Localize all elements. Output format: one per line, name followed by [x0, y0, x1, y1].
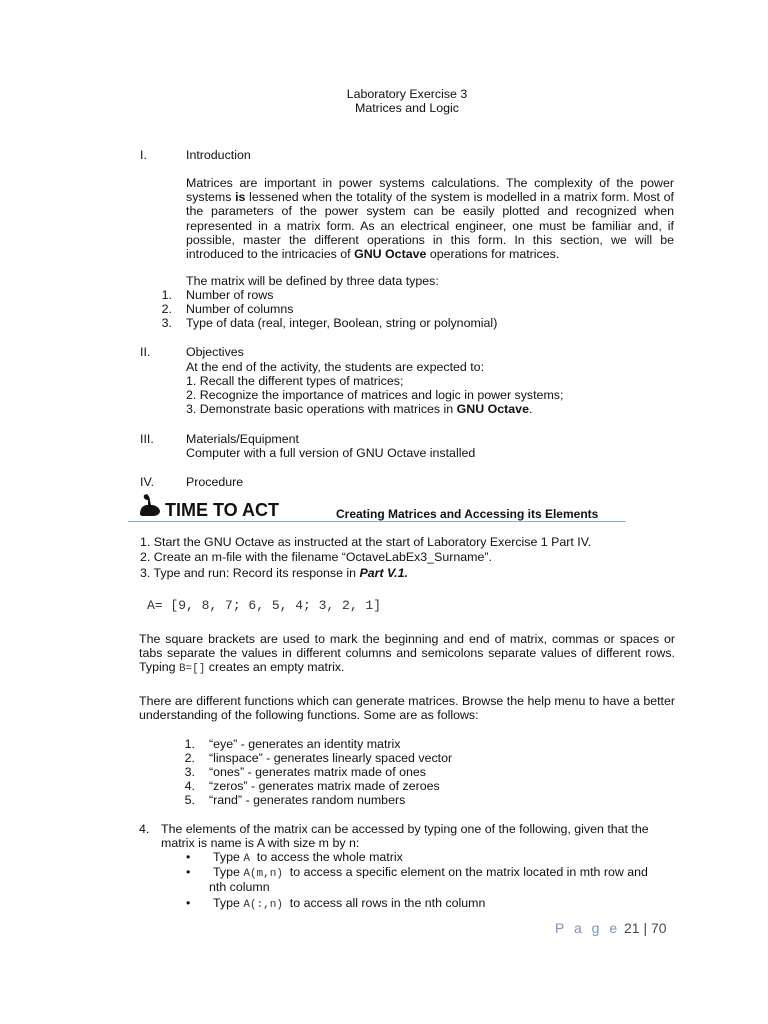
list-number: 1.	[184, 737, 195, 751]
step-item: 2. Create an m-file with the filename “OctaveLabEx3_Surname”.	[140, 550, 492, 564]
bullet-text: to access the whole matrix	[249, 850, 403, 864]
list-number: 4.	[184, 779, 195, 793]
bullet-text: Type	[213, 865, 244, 879]
brackets-paragraph	[139, 632, 675, 677]
objective-period: .	[528, 402, 533, 416]
bullet-continuation: nth column	[209, 880, 270, 894]
bullet-item	[213, 850, 403, 866]
act-subtitle: Creating Matrices and Accessing its Elements	[336, 507, 599, 521]
section-heading: Objectives	[186, 345, 244, 359]
list-text: Number of columns	[186, 302, 294, 316]
function-name: “linspace”	[209, 751, 263, 765]
para-text: The square brackets are used to mark the beginning and end of matrix, commas or spaces or tabs separate the values in different columns and semicolons separate values of different rows. Typing	[139, 632, 675, 675]
bullet-icon: •	[186, 896, 191, 910]
bullet-icon: •	[186, 850, 191, 864]
types-intro: The matrix will be defined by three data types:	[186, 274, 439, 288]
page-title: Laboratory Exercise 3	[346, 87, 468, 101]
step-bold-part: Part V.1.	[359, 566, 408, 580]
inline-code: A(m,n)	[243, 868, 283, 880]
section-heading: Procedure	[186, 475, 244, 489]
function-desc: - generates random numbers	[242, 793, 406, 807]
step-item	[140, 566, 408, 580]
page-title-block	[0, 87, 768, 115]
function-name: “zeros”	[209, 779, 248, 793]
bullet-text: Type	[213, 850, 244, 864]
bullet-item	[213, 865, 648, 881]
bullet-icon: •	[186, 865, 191, 879]
functions-paragraph: There are different functions which can generate matrices. Browse the help menu to have a better understanding of the following functions. Some are as follows:	[139, 694, 675, 723]
section-number: IV.	[140, 475, 155, 489]
inline-code: B=[]	[178, 663, 206, 676]
list-text: Number of rows	[186, 288, 274, 302]
page-number: 21 | 70	[624, 920, 667, 936]
objective-text: 3. Demonstrate basic operations with matrices in	[186, 402, 457, 416]
list-number: 3.	[161, 316, 172, 330]
list-number: 2.	[184, 751, 195, 765]
objective-bold: GNU Octave	[456, 402, 529, 416]
intro-bold-gnu: GNU Octave	[354, 247, 427, 262]
list-number: 4.	[139, 822, 150, 836]
list-number: 2.	[161, 302, 172, 316]
intro-text-c: operations for matrices.	[426, 247, 560, 262]
section-number: III.	[140, 432, 154, 446]
page-label: P a g e	[555, 920, 621, 936]
inline-code: A	[243, 853, 250, 865]
intro-text-b: lessened when the totality of the system is modelled in a matrix form. Most of the parameters of the power system can be easily plotted and recognized when represented in a matrix form. As an electrical engineer, one must be familiar and, if possible, master the different operations in this form. In this section, we will be introduced to the intricacies of	[186, 190, 674, 262]
objective-item	[186, 402, 532, 416]
objective-item: 1. Recall the different types of matrices;	[186, 374, 404, 388]
intro-text-a: Matrices are important in power systems calculations. The complexity of the power systems	[186, 176, 674, 205]
bullet-text: to access all rows in the nth column	[282, 896, 486, 910]
section-heading: Materials/Equipment	[186, 432, 299, 446]
section-heading: Introduction	[186, 148, 251, 162]
objectives-intro: At the end of the activity, the students are expected to:	[186, 360, 485, 374]
intro-bold: is	[235, 190, 246, 205]
bullet-text: to access a specific element on the matrix located in mth row and	[282, 865, 648, 879]
function-desc: - generates matrix made of zeroes	[247, 779, 440, 793]
objective-item: 2. Recognize the importance of matrices and logic in power systems;	[186, 388, 564, 402]
inline-code: A(:,n)	[243, 899, 283, 911]
page-subtitle: Matrices and Logic	[355, 101, 459, 116]
function-desc: - generates matrix made of ones	[244, 765, 426, 779]
function-name: “rand”	[209, 793, 243, 807]
bullet-text: Type	[213, 896, 244, 910]
list-number: 5.	[184, 793, 195, 807]
item4-text-line2: matrix is name is A with size m by n:	[161, 836, 360, 850]
item4-text-line1: The elements of the matrix can be accessed by typing one of the following, given that the	[161, 822, 649, 836]
section-number: II.	[140, 345, 151, 359]
list-number: 1.	[161, 288, 172, 302]
function-name: “eye”	[209, 737, 238, 751]
bullet-item	[213, 896, 485, 912]
list-number: 3.	[184, 765, 195, 779]
code-snippet: A= [9, 8, 7; 6, 5, 4; 3, 2, 1]	[147, 598, 382, 613]
function-name: “ones”	[209, 765, 245, 779]
function-desc: - generates linearly spaced vector	[262, 751, 453, 765]
flexed-arm-icon	[137, 492, 163, 518]
intro-paragraph	[186, 176, 674, 261]
list-text: Type of data (real, integer, Boolean, string or polynomial)	[186, 316, 498, 330]
materials-text: Computer with a full version of GNU Octave installed	[186, 446, 476, 460]
act-divider	[128, 521, 626, 522]
step-text: 3. Type and run: Record its response in	[140, 566, 360, 580]
para-text: creates an empty matrix.	[205, 660, 345, 675]
section-number: I.	[140, 148, 147, 162]
time-to-act-label: TIME TO ACT	[165, 500, 279, 520]
page-footer	[555, 919, 667, 937]
function-desc: - generates an identity matrix	[237, 737, 401, 751]
step-item: 1. Start the GNU Octave as instructed at the start of Laboratory Exercise 1 Part IV.	[140, 535, 592, 549]
